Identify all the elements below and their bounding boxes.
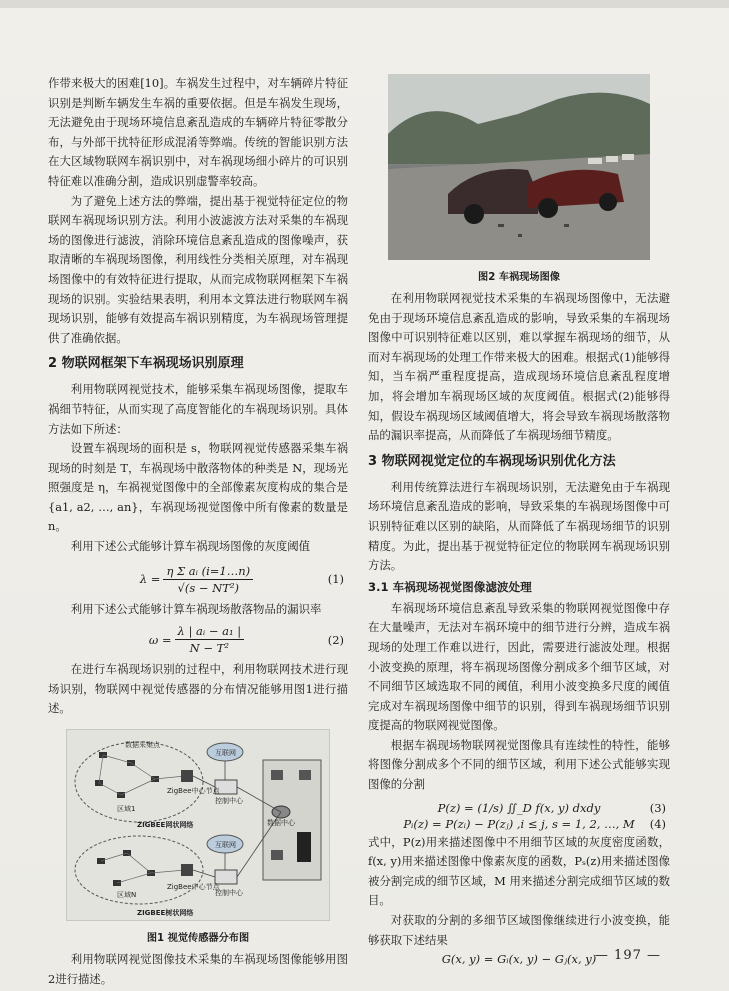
equation-2-lhs: ω = [148,632,172,647]
wheel [464,204,484,224]
page-top-edge [0,0,729,8]
figure-1-sensor-network [66,729,330,921]
left-column [48,74,348,989]
fig1-label-internet-1: 互联网 [215,749,236,758]
fig1-label-internet-2: 互联网 [215,841,236,850]
equation-2-number: (2) [327,632,344,647]
equation-4 [368,817,670,831]
fig1-label-node: 数据采集点 [125,741,160,750]
paragraph-intro: 作带来极大的困难[10]。车祸发生过程中，对车辆碎片特征识别是判断车辆发生车祸的重要依据。但是车祸发生现场，无法避免由于现场环境信息紊乱造成的车辆碎片特征零散分布，与外部干扰特征形成混淆等弊端。传统的智能识别方法在大区域物联网车祸识别中，对车祸现场细小碎片的可识别特征难以准确分割，造成识别虚警率较高。 [48,76,348,188]
fig1-label-control-1: 控制中心 [215,797,243,806]
equation-1-fraction [163,563,253,596]
fig1-label-regionN: 区域N [117,891,137,900]
equation-1-lhs: λ = [139,572,161,587]
equation-2-fraction [175,623,245,656]
equation-1-number: (1) [327,572,344,587]
wheel [538,198,558,218]
section-2-heading: 2 物联网框架下车祸现场识别原理 [48,356,244,372]
equation-1 [48,563,348,596]
paragraph-s2-6: 利用物联网视觉图像技术采集的车祸现场图像能够用图2进行描述。 [48,952,348,986]
equation-5-body: G(x, y) = Gᵢ(x, y) − Gⱼ(x, y) [441,952,597,967]
paragraph-r1: 在利用物联网视觉技术采集的车祸现场图像中，无法避免由于现场环境信息紊乱造成的影响，导致采集的车祸现场图像中可识别特征难以区别，难以掌握车祸现场的细节，从而对车祸现场的处理工作带来极大的困难。根据式(1)能够得知，当车祸严重程度提高，造成现场环境信息紊乱程度增加，将会增加车祸现场区域的灰度阈值。根据式(2)能够得知，假设车祸现场区域阈值增大，将会导致车祸现场散落物品的漏识率提高，从而降低了车祸现场细节精度。 [368,291,670,443]
fig1-label-zigbee-center-2: ZigBee中心节点 [167,883,220,892]
paragraph-s31-1: 车祸现场环境信息紊乱导致采集的物联网视觉图像中存在大量噪声，无法对车祸环境中的细节进行分辨，造成车祸现场的处理工作难以进行，因此，需要进行滤波处理。根据小波变换的原理，将车祸现场图像分割成多个细节区域，对不同细节区域选取不同的阈值，利用小波变换多尺度的阈值完成对车祸现场图像中细节的识别，得到车祸现场细节识别度提高的物联网视觉图像。 [368,600,670,733]
paragraph-s2-4: 利用下述公式能够计算车祸现场散落物品的漏识率 [70,601,322,616]
fig1-label-mesh-network: ZIGBEE网状网络 [137,821,194,830]
server-icon [297,832,311,862]
equation-2-denominator: N − T² [189,641,229,656]
section-3-1-heading: 3.1 车祸现场视觉图像滤波处理 [368,579,532,594]
equation-4-number: (4) [649,816,666,831]
equation-4-body: Pᵢ(z) = P(zᵢ) − P(zⱼ) ,i ≤ j, s = 1, 2, …, M [403,816,635,831]
pc-icon [299,770,311,780]
paragraph-s2-2: 设置车祸现场的面积是 s，物联网视觉传感器采集车祸现场的时刻是 T，车祸现场中散落物体的种类是 N，现场光照强度是 η，车祸视觉图像中的全部像素灰度构成的集合是 {a1, a2, …, an}，车祸现场视觉图像中所有像素的数量是 n。 [48,441,348,534]
figure-2-caption: 图2 车祸现场图像 [478,272,560,283]
page-number: — 197 — [594,948,661,963]
fig1-label-tree-network: ZIGBEE树状网络 [137,909,194,918]
paragraph-s31-3: 式中，P(z)用来描述图像中不用细节区域的灰度密度函数，f(x, y)用来描述图像中像素灰度的函数，Pₛ(z)用来描述图像被分割完成的细节区域，M 用来描述分割完成细节区域的数目。 [368,834,670,908]
equation-2 [48,623,348,656]
equation-1-numerator: η Σ aᵢ (i=1…n) [163,563,253,580]
paragraph-s31-2: 根据车祸现场物联网视觉图像具有连续性的特性，能够将图像分割成多个不同的细节区域，利用下述公式能够实现图像的分割 [368,737,670,792]
equation-3-body: P(z) = (1/s) ∬_D f(x, y) dxdy [437,800,601,815]
figure-1-caption: 图1 视觉传感器分布图 [146,933,250,945]
wheel [599,193,617,211]
equation-1-denominator: √(s − NT²) [177,580,240,595]
equation-3 [368,801,670,815]
pc-icon [271,850,283,860]
paragraph-s2-3: 利用下述公式能够计算车祸现场图像的灰度阈值 [70,539,311,554]
zigbee-center-node-2 [181,864,193,876]
fig1-label-datacenter: 数据中心 [267,819,295,828]
paragraph-method: 为了避免上述方法的弊端，提出基于视觉特征定位的物联网车祸现场识别方法。利用小波滤波方法对采集的车祸现场的图像进行滤波，消除环境信息紊乱造成的图像噪声，获取清晰的车祸现场图像，利用线性分类相关原理，对车祸现场图像中的有效特征进行提取，从而完成物联网框架下车祸现场的识别。实验结果表明，利用本文算法进行物联网车祸现场识别，能够有效提高车祸识别精度，为车祸现场管理提供了准确依据。 [48,193,348,345]
zigbee-center-node-1 [181,770,193,782]
pc-icon [271,770,283,780]
section-3-heading: 3 物联网视觉定位的车祸现场识别优化方法 [368,453,616,469]
equation-3-number: (3) [649,800,666,815]
paragraph-s31-4: 对获取的分割的多细节区域图像继续进行小波变换，能够获取下述结果 [368,913,670,947]
crash-photo-svg [388,74,650,260]
fig1-label-control-2: 控制中心 [215,889,243,898]
equation-2-numerator: λ | aᵢ − a₁ | [175,623,245,640]
sensor-nodes [95,752,159,886]
figure-2-crash-photo [388,74,650,260]
network-links [99,755,185,883]
fig1-label-zigbee-center-1: ZigBee中心节点 [167,787,220,796]
fig1-label-region1: 区域1 [117,805,136,814]
right-column [368,74,670,966]
paragraph-s2-5: 在进行车祸现场识别的过程中，利用物联网技术进行现场识别，物联网中视觉传感器的分布情况能够用图1进行描述。 [48,662,348,716]
paragraph-s2-1: 利用物联网视觉技术，能够采集车祸现场图像，提取车祸细节特征，从而实现了高度智能化的车祸现场识别。具体方法如下所述： [48,382,348,436]
paragraph-s3-1: 利用传统算法进行车祸现场识别，无法避免由于车祸现场环境信息紊乱造成的影响，导致采集的车祸现场图像中可识别特征难以区别的缺陷，从而降低了车祸现场细节的识别精度。为此，提出基于视觉特征定位的物联网车祸现场识别方法。 [368,479,670,573]
